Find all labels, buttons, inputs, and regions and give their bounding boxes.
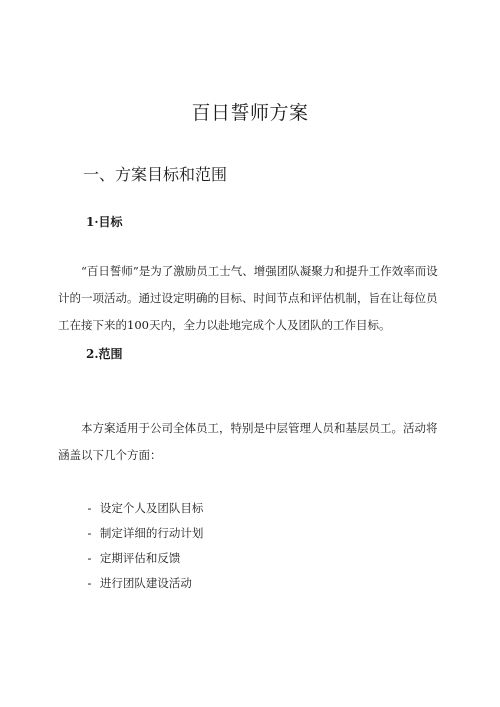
section-heading: 一、方案目标和范围 [83, 165, 228, 184]
list-item: - 设定个人及团队目标 [86, 501, 204, 515]
subsection-heading-goal: 1·目标 [86, 215, 123, 229]
subsection-heading-scope: 2.范围 [86, 347, 123, 361]
document-title: 百日誓师方案 [191, 102, 309, 124]
list-item: - 定期评估和反馈 [86, 551, 181, 565]
scope-paragraph: 本方案适用于公司全体员工，特别是中层管理人员和基层员工。活动将涵盖以下几个方面： [58, 421, 438, 462]
list-item: - 制定详细的行动计划 [86, 526, 204, 540]
scope-list [86, 496, 203, 596]
goal-paragraph: “百日誓师”是为了激励员工士气、增强团队凝聚力和提升工作效率而设计的一项活动。通过设定明确的目标、时间节点和评估机制，旨在让每位员工在接下来的100天内，全力以赴地完成个人及团队的工作目标。 [58, 264, 438, 332]
list-item: - 进行团队建设活动 [86, 576, 192, 590]
